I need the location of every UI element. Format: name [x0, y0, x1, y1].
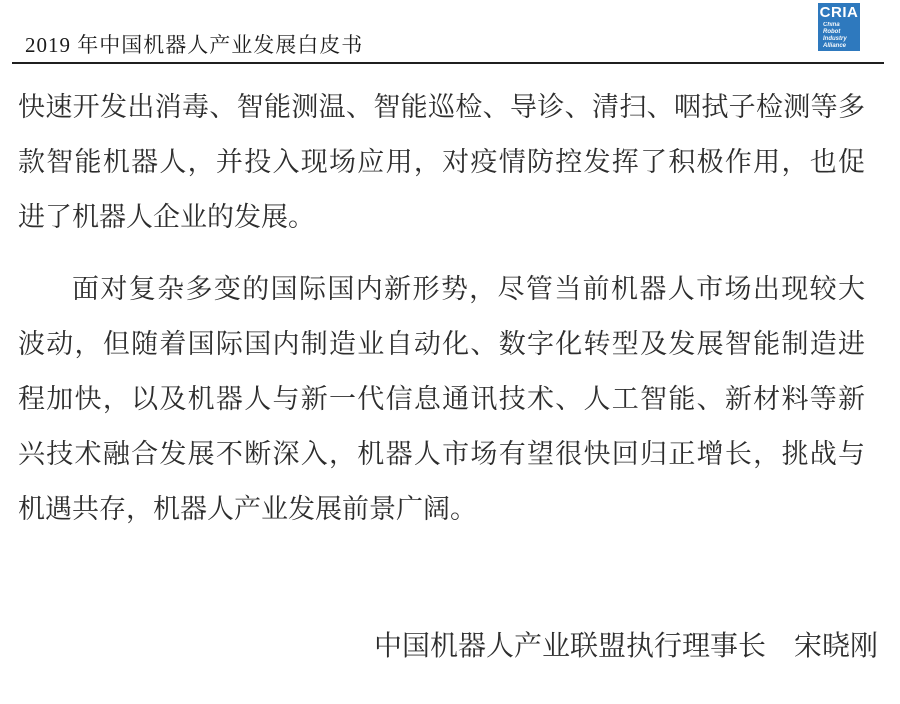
cria-logo-acronym: CRIA: [819, 4, 859, 21]
paragraph-1-line-1: 快速开发出消毒、智能测温、智能巡检、导诊、清扫、咽拭子检测等多: [18, 92, 865, 122]
cria-logo-subtitle-line: Alliance: [823, 43, 847, 49]
paragraph-2-line-4: 兴技术融合发展不断深入，机器人市场有望很快回归正增长，挑战与: [18, 439, 865, 469]
paragraph-2-line-1: 面对复杂多变的国际国内新形势，尽管当前机器人市场出现较大: [72, 274, 865, 304]
paragraph-2-line-5: 机遇共存，机器人产业发展前景广阔。: [18, 494, 477, 524]
paragraph-2: [18, 262, 865, 537]
page-header: [12, 0, 884, 64]
paragraph-1: [18, 80, 865, 245]
paragraph-2-line-2: 波动，但随着国际国内制造业自动化、数字化转型及发展智能制造进: [18, 329, 865, 359]
cria-logo-subtitle-line: Industry: [823, 36, 847, 42]
cria-logo-subtitle-line: China: [823, 22, 840, 28]
paragraph-1-line-2: 款智能机器人，并投入现场应用，对疫情防控发挥了积极作用，也促: [18, 147, 865, 177]
paragraph-1-line-3: 进了机器人企业的发展。: [18, 202, 315, 232]
cria-logo: [818, 3, 860, 51]
running-header-title: 2019 年中国机器人产业发展白皮书: [25, 33, 364, 57]
paragraph-2-line-3: 程加快，以及机器人与新一代信息通讯技术、人工智能、新材料等新: [18, 384, 865, 414]
cria-logo-subtitle: [818, 22, 860, 50]
cria-logo-subtitle-line: Robot: [823, 29, 841, 35]
document-body: [18, 80, 878, 674]
signature-line: 中国机器人产业联盟执行理事长 宋晓刚: [373, 631, 878, 662]
